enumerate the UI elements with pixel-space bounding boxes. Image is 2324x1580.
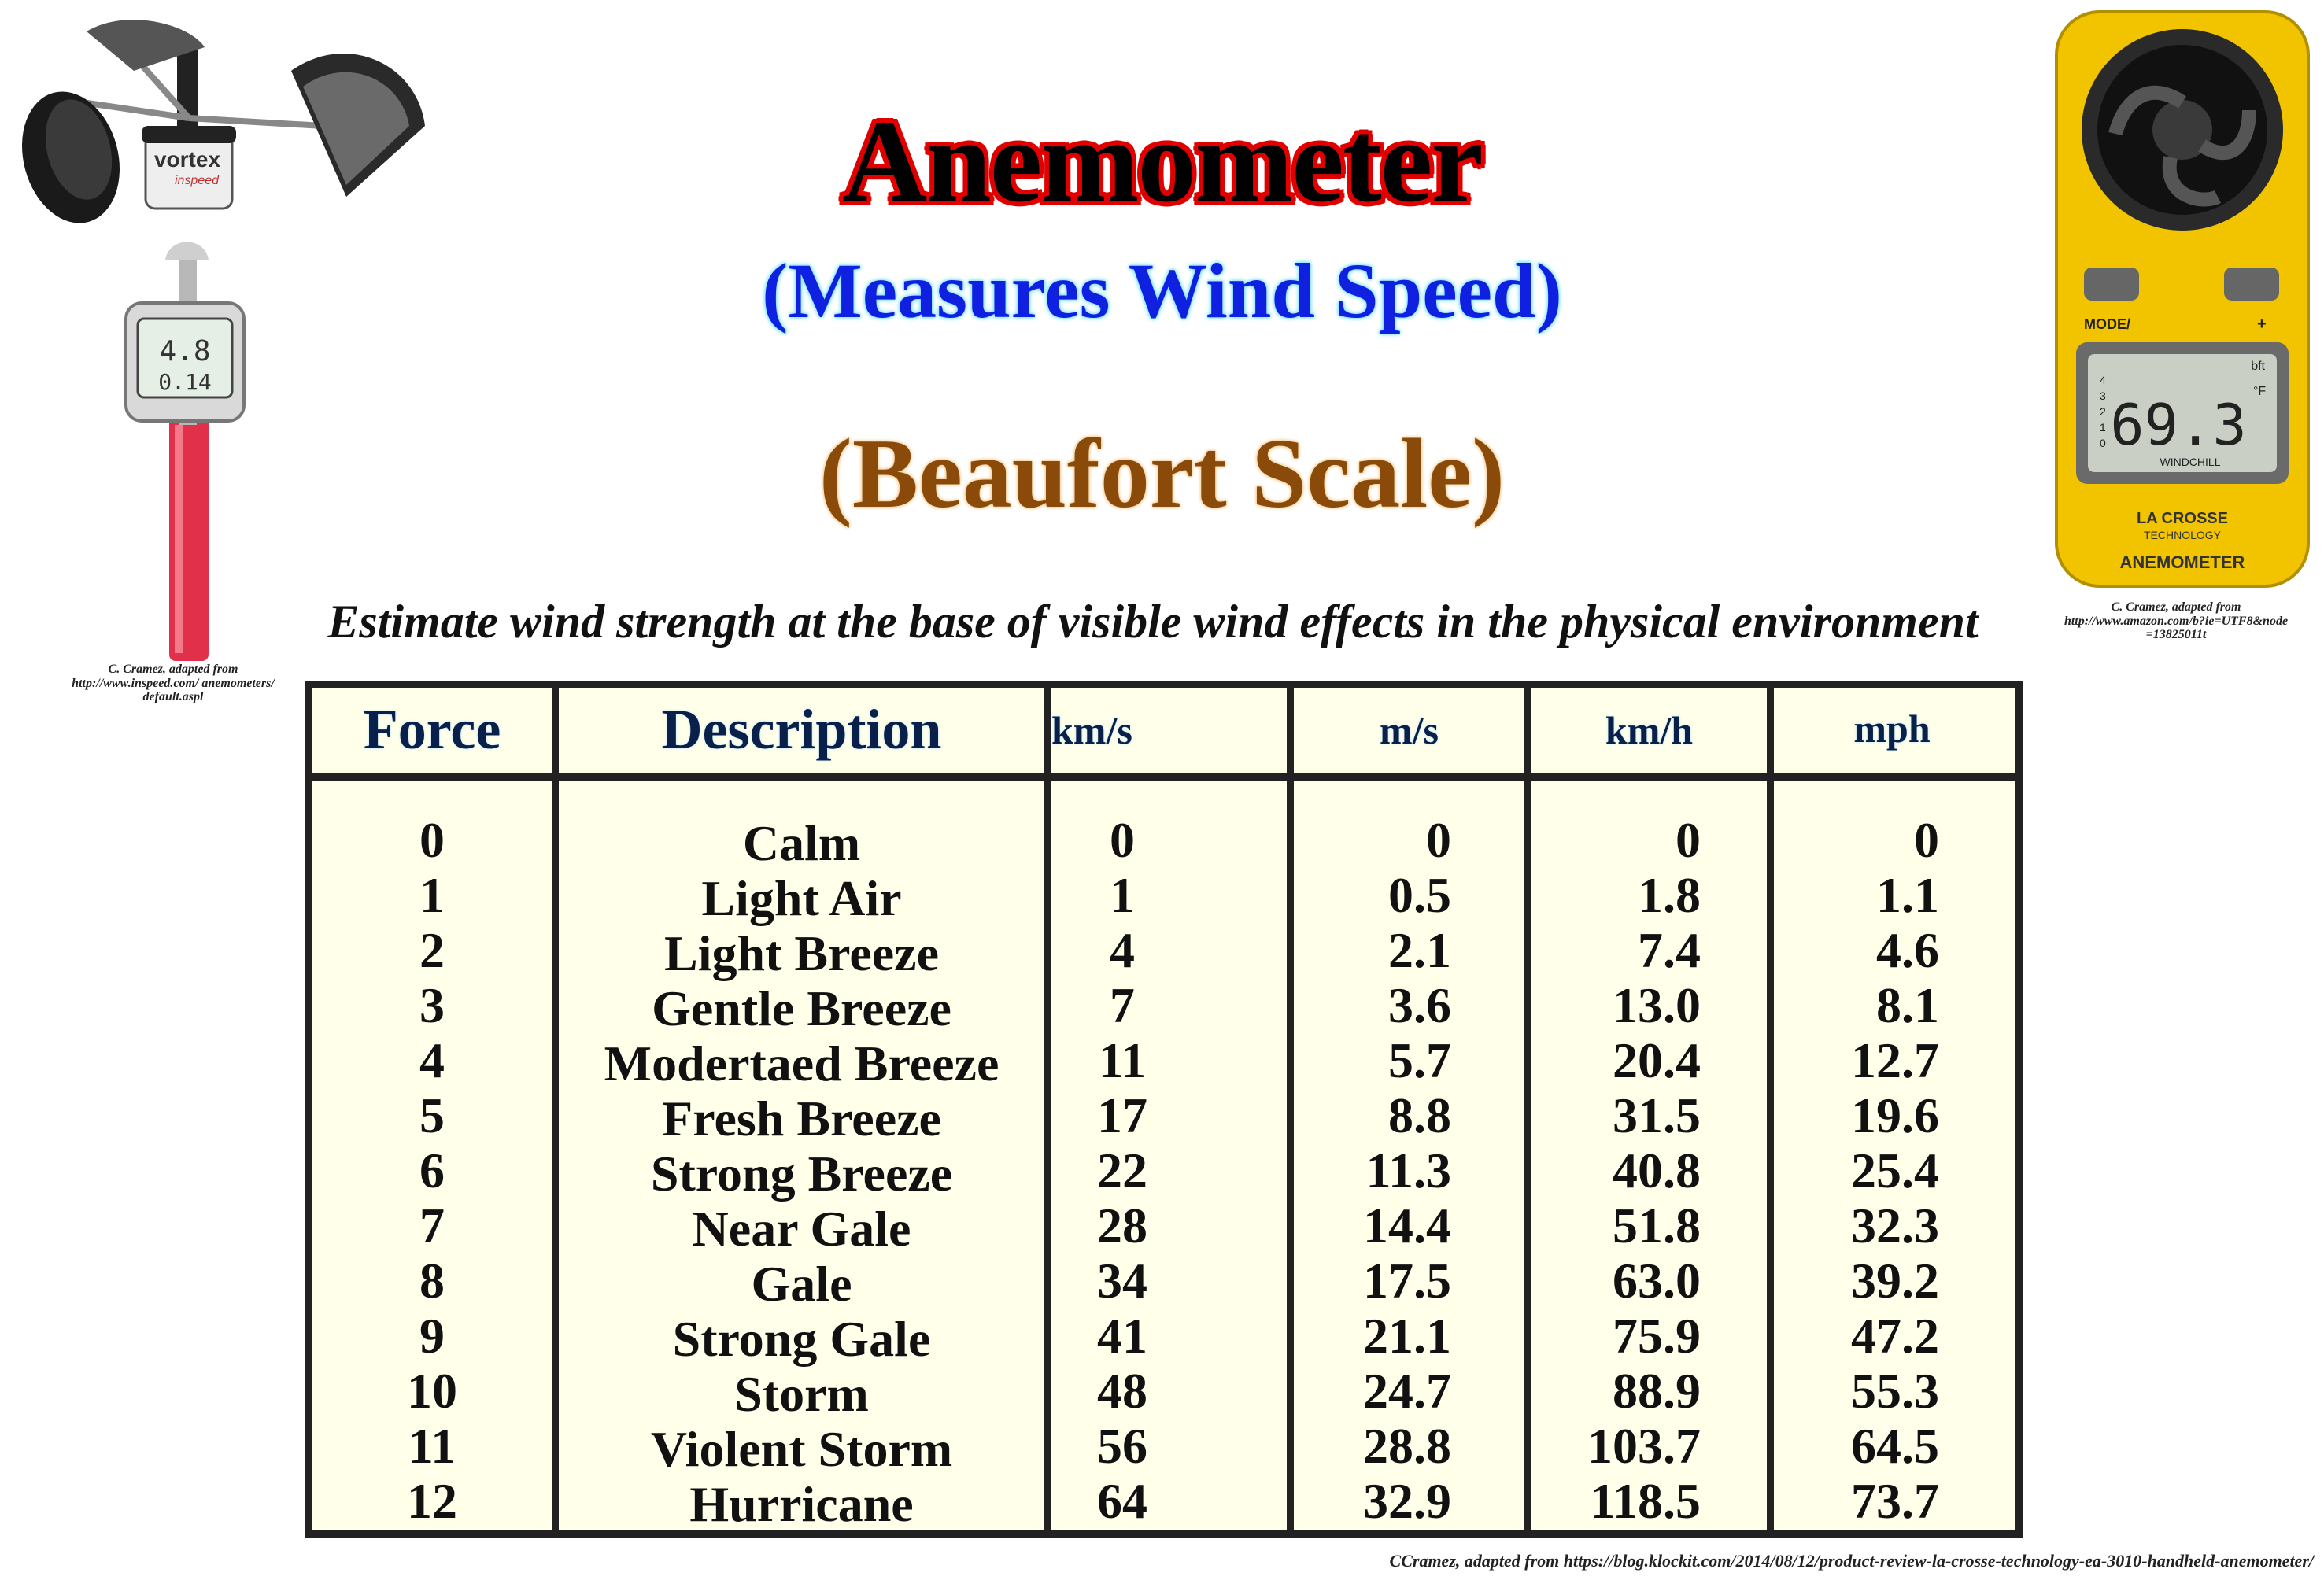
kmh-cell: 103.7 [1587, 1418, 1701, 1474]
kms-cell: 48 [1097, 1363, 1147, 1419]
column-divider [1524, 688, 1531, 1530]
force-cell: 5 [419, 1087, 445, 1143]
column-divider [1767, 688, 1774, 1530]
kms-cell: 64 [1097, 1473, 1147, 1529]
bft-scale-digit: 1 [2100, 421, 2106, 434]
kmh-column [1531, 813, 1701, 1529]
force-cell: 2 [419, 922, 445, 978]
product-label: ANEMOMETER [2119, 552, 2245, 572]
bft-scale-digit: 4 [2100, 374, 2106, 386]
description-cell: Storm [734, 1366, 869, 1422]
force-cell: 4 [419, 1032, 445, 1088]
kmh-cell: 88.9 [1613, 1363, 1701, 1419]
credit-right: C. Cramez, adapted from http://www.amazon.com/b?ie=UTF8&node =13825011t [2064, 600, 2289, 642]
mph-cell: 8.1 [1876, 977, 1939, 1033]
kmh-cell: 1.8 [1638, 867, 1701, 923]
description-cell: Fresh Breeze [662, 1091, 941, 1146]
ms-cell: 24.7 [1363, 1363, 1451, 1419]
mph-cell: 55.3 [1851, 1363, 1939, 1419]
description-column [559, 816, 1044, 1532]
column-divider [1287, 688, 1294, 1530]
force-cell: 6 [419, 1143, 445, 1198]
instruction-text: Estimate wind strength at the base of visible wind effects in the physical environment [327, 596, 1979, 648]
ms-cell: 5.7 [1388, 1032, 1451, 1088]
force-cell: 12 [407, 1473, 457, 1529]
force-cell: 7 [419, 1198, 445, 1253]
brand-line2: TECHNOLOGY [2143, 529, 2222, 541]
ms-cell: 2.1 [1388, 922, 1451, 978]
credit-bottom: CCramez, adapted from https://blog.klockit.com/2014/08/12/product-review-la-crosse-technology-ea-3010-handheld-anemometer/ [1389, 1551, 2314, 1571]
cup-anemometer-image [8, 0, 449, 669]
force-cell: 1 [419, 867, 445, 923]
kmh-cell: 31.5 [1613, 1087, 1701, 1143]
brand-line1: LA CROSSE [2137, 510, 2228, 527]
description-cell: Light Breeze [664, 925, 939, 981]
bft-scale-digit: 0 [2100, 437, 2106, 449]
bft-scale-digit: 2 [2100, 405, 2106, 418]
bft-scale-digit: 3 [2100, 389, 2106, 402]
mph-cell: 4.6 [1876, 922, 1939, 978]
force-cell: 8 [419, 1253, 445, 1309]
mode-button-label: MODE/ [2084, 316, 2131, 332]
header-kms: km/s [1051, 707, 1132, 752]
kms-cell: 34 [1097, 1253, 1147, 1309]
mph-cell: 73.7 [1851, 1473, 1939, 1529]
left-device-display-bottom: 0.14 [158, 369, 212, 395]
description-cell: Strong Gale [672, 1311, 931, 1367]
lcd-mode-text: WINDCHILL [2160, 456, 2221, 468]
scale-title: (Beaufort Scale) [818, 419, 1506, 529]
force-cell: 3 [419, 977, 445, 1033]
mph-column [1774, 813, 1939, 1529]
mph-cell: 25.4 [1851, 1143, 1939, 1198]
description-cell: Light Air [701, 870, 902, 926]
kms-cell: 28 [1097, 1198, 1147, 1253]
page-subtitle: (Measures Wind Speed) [762, 247, 1562, 334]
beaufort-table [305, 681, 2023, 1538]
kms-cell: 7 [1110, 977, 1135, 1033]
kms-cell: 11 [1098, 1032, 1147, 1088]
page-title: Anemometer [842, 96, 1482, 227]
kms-cell: 1 [1110, 867, 1135, 923]
ms-cell: 21.1 [1363, 1308, 1451, 1364]
left-device-display-top: 4.8 [159, 335, 211, 367]
ms-cell: 0.5 [1388, 867, 1451, 923]
description-cell: Hurricane [689, 1476, 914, 1532]
description-cell: Gale [751, 1256, 852, 1312]
ms-column [1294, 813, 1451, 1529]
column-divider [552, 688, 559, 1530]
description-cell: Gentle Breeze [652, 980, 951, 1036]
kms-cell: 22 [1097, 1143, 1147, 1198]
header-ms: m/s [1380, 707, 1439, 752]
kmh-cell: 51.8 [1613, 1198, 1701, 1253]
ms-cell: 0 [1426, 812, 1451, 868]
ms-cell: 17.5 [1363, 1253, 1451, 1309]
kms-cell: 0 [1110, 812, 1135, 868]
description-cell: Near Gale [692, 1201, 911, 1257]
header-description: Description [661, 698, 942, 761]
description-cell: Strong Breeze [650, 1146, 953, 1202]
ms-cell: 14.4 [1363, 1198, 1451, 1253]
kms-cell: 56 [1097, 1418, 1147, 1474]
description-cell: Violent Storm [650, 1421, 953, 1477]
lcd-unit: °F [2253, 385, 2267, 398]
mph-cell: 47.2 [1851, 1308, 1939, 1364]
lcd-reading: 69.3 [2110, 392, 2247, 458]
kms-column [1051, 813, 1193, 1529]
mph-cell: 12.7 [1851, 1032, 1939, 1088]
kmh-cell: 20.4 [1613, 1032, 1701, 1088]
inspeed-brand-label: inspeed [174, 174, 220, 187]
kms-cell: 17 [1097, 1087, 1147, 1143]
mph-cell: 0 [1914, 812, 1939, 868]
kmh-cell: 75.9 [1613, 1308, 1701, 1364]
kmh-cell: 7.4 [1638, 922, 1701, 978]
kms-cell: 4 [1110, 922, 1135, 978]
column-divider [1044, 688, 1051, 1530]
mph-cell: 19.6 [1851, 1087, 1939, 1143]
kmh-cell: 63.0 [1613, 1253, 1701, 1309]
mph-cell: 64.5 [1851, 1418, 1939, 1474]
force-cell: 11 [408, 1418, 456, 1474]
header-divider [312, 773, 2015, 781]
bft-label: bft [2251, 360, 2265, 373]
force-cell: 9 [419, 1308, 445, 1364]
ms-cell: 11.3 [1365, 1143, 1451, 1198]
plus-button-label: + [2257, 316, 2267, 333]
force-cell: 10 [407, 1363, 457, 1419]
mph-cell: 1.1 [1876, 867, 1939, 923]
credit-left: C. Cramez, adapted from http://www.inspeed.com/ anemometers/ default.aspl [72, 663, 275, 704]
vortex-brand-label: vortex [153, 147, 221, 172]
kmh-cell: 0 [1676, 812, 1701, 868]
kmh-cell: 40.8 [1613, 1143, 1701, 1198]
header-mph: mph [1853, 707, 1931, 751]
header-force: Force [363, 698, 501, 761]
ms-cell: 32.9 [1363, 1473, 1451, 1529]
header-kmh: km/h [1605, 707, 1694, 752]
description-cell: Modertaed Breeze [604, 1035, 999, 1091]
kms-cell: 41 [1097, 1308, 1147, 1364]
kmh-cell: 13.0 [1613, 977, 1701, 1033]
description-cell: Calm [742, 815, 861, 871]
force-cell: 0 [419, 812, 445, 868]
mph-cell: 32.3 [1851, 1198, 1939, 1253]
ms-cell: 3.6 [1388, 977, 1451, 1033]
ms-cell: 28.8 [1363, 1418, 1451, 1474]
force-column [312, 813, 552, 1529]
ms-cell: 8.8 [1388, 1087, 1451, 1143]
mph-cell: 39.2 [1851, 1253, 1939, 1309]
kmh-cell: 118.5 [1590, 1473, 1701, 1529]
